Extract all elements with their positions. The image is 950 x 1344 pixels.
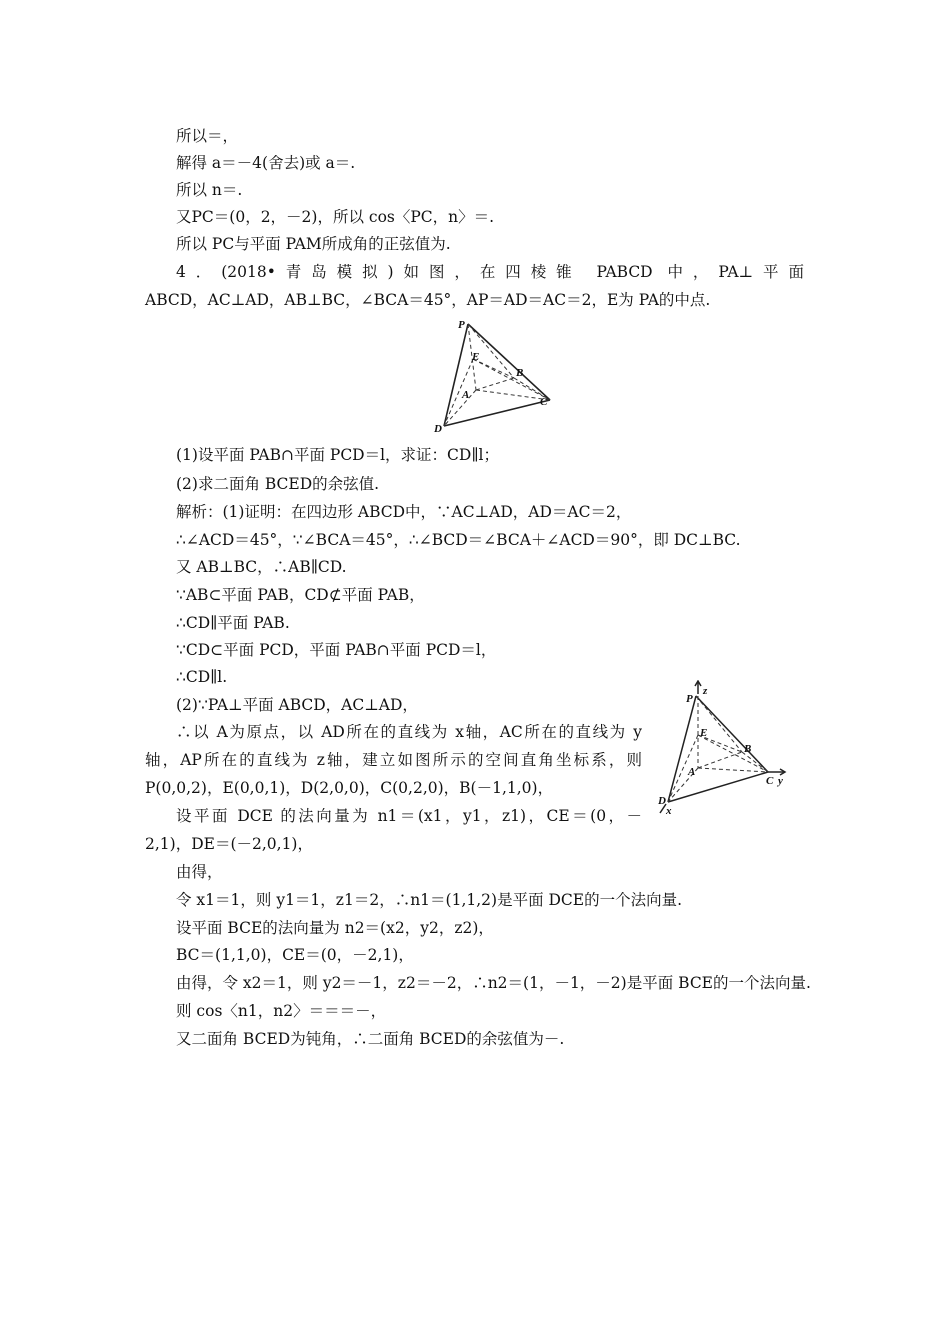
text-line: 解得 a＝－4(舍去)或 a＝.	[176, 154, 356, 172]
text-line: (1)设平面 PAB∩平面 PCD＝l，求证：CD∥l；	[176, 446, 499, 464]
label-b: B	[744, 743, 752, 755]
text-line: 2,1)，DE＝(－2,0,1)，	[145, 835, 313, 853]
text-line: 所以 n＝.	[176, 181, 243, 199]
label-z: z	[703, 685, 708, 697]
label-p: P	[458, 319, 465, 331]
text-line: 所以＝，	[176, 127, 239, 145]
problem-heading: 4．(2018•青岛模拟)如图，在四棱锥 PABCD 中，PA⊥平面	[176, 263, 804, 281]
text-line: ∵AB⊂平面 PAB，CD⊄平面 PAB，	[176, 586, 425, 604]
label-b: B	[516, 367, 524, 379]
text-line: 设平面 DCE 的法向量为 n1＝(x1，y1，z1)，CE＝(0，－	[176, 807, 642, 825]
label-a: A	[688, 766, 696, 778]
text-line: 设平面 BCE的法向量为 n2＝(x2，y2，z2)，	[176, 919, 494, 937]
label-x: x	[666, 805, 672, 817]
label-a: A	[462, 389, 470, 401]
label-d: D	[658, 795, 666, 807]
text-line: 由得，	[176, 863, 223, 881]
coordinate-figure	[652, 680, 792, 818]
pyramid-figure	[432, 314, 560, 434]
text-line: ∴∠ACD＝45°，∵∠BCA＝45°，∴∠BCD＝∠BCA＋∠ACD＝90°，即 DC⊥BC.	[176, 531, 741, 549]
label-c: C	[766, 775, 774, 787]
text-line: P(0,0,2)，E(0,0,1)，D(2,0,0)，C(0,2,0)，B(－1,1,0)，	[145, 779, 554, 797]
text-line: ∵CD⊂平面 PCD，平面 PAB∩平面 PCD＝l，	[176, 641, 497, 659]
text-line: ∴CD∥l.	[176, 668, 228, 686]
text-line: ∴以 A为原点，以 AD所在的直线为 x轴，AC所在的直线为 y	[176, 723, 642, 741]
text-line: 则 cos〈n1，n2〉＝＝＝－，	[176, 1002, 387, 1020]
label-c: C	[540, 396, 548, 408]
text-line: (2)∵PA⊥平面 ABCD，AC⊥AD，	[176, 696, 418, 714]
text-line: 轴，AP所在的直线为 z轴，建立如图所示的空间直角坐标系，则	[145, 751, 642, 769]
text-line: BC＝(1,1,0)，CE＝(0，－2,1)，	[176, 946, 414, 964]
label-e: E	[700, 727, 708, 739]
text-line: (2)求二面角 BCED的余弦值.	[176, 475, 380, 493]
text-line: 又PC＝(0，2，－2)，所以 cos〈PC，n〉＝.	[176, 208, 495, 226]
text-line: ABCD，AC⊥AD，AB⊥BC，∠BCA＝45°，AP＝AD＝AC＝2，E为 PA的中点.	[145, 291, 711, 309]
text-line: 又 AB⊥BC，∴AB∥CD.	[176, 558, 347, 576]
text-line: 由得，令 x2＝1，则 y2＝－1，z2＝－2，∴n2＝(1，－1，－2)是平面 BCE的一个法向量.	[176, 974, 811, 992]
text-line: 又二面角 BCED为钝角，∴二面角 BCED的余弦值为－.	[176, 1030, 565, 1048]
label-d: D	[434, 423, 442, 434]
text-line: 解析：(1)证明：在四边形 ABCD中，∵AC⊥AD，AD＝AC＝2，	[176, 503, 632, 521]
label-y: y	[778, 775, 783, 787]
label-e: E	[472, 351, 480, 363]
label-p: P	[686, 693, 693, 705]
text-line: 令 x1＝1，则 y1＝1，z1＝2，∴n1＝(1,1,2)是平面 DCE的一个法向量.	[176, 891, 683, 909]
text-line: ∴CD∥平面 PAB.	[176, 614, 290, 632]
text-line: 所以 PC与平面 PAM所成角的正弦值为.	[176, 235, 451, 253]
